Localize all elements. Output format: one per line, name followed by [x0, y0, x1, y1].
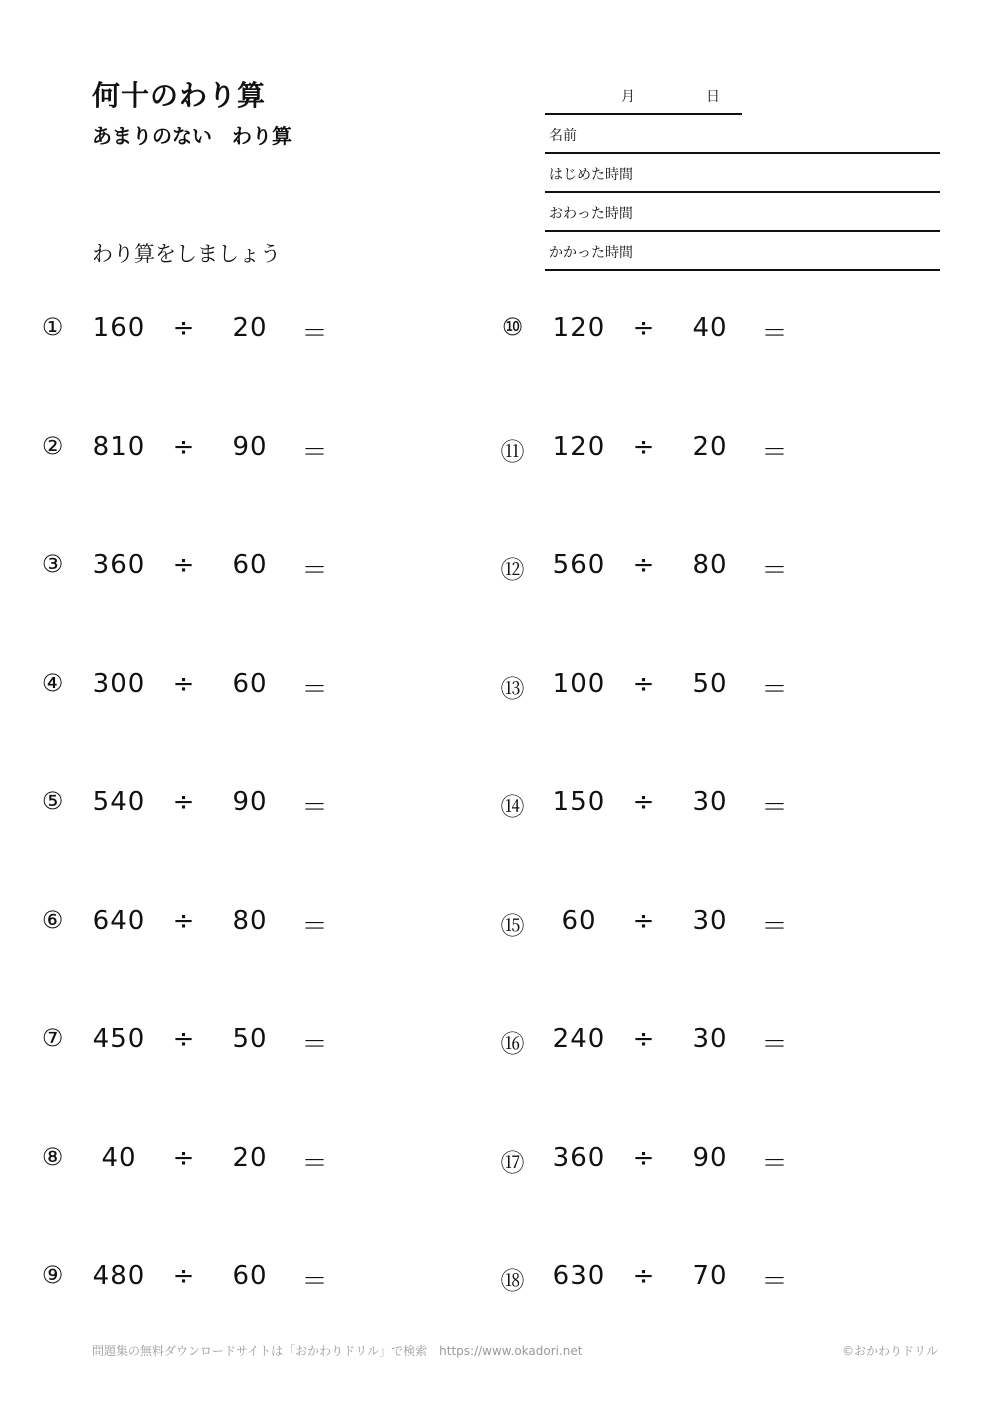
- divisor: 20: [232, 313, 268, 343]
- dividend: 640: [92, 905, 146, 936]
- equals-sign: ＝: [761, 1267, 789, 1297]
- divisor: 30: [692, 905, 728, 936]
- problem-row: [498, 1143, 828, 1183]
- division-sign: ÷: [632, 431, 656, 462]
- problem-number: ⑯: [500, 1030, 526, 1058]
- dividend: 450: [92, 1024, 146, 1054]
- dividend: 560: [552, 550, 606, 580]
- problem-row: [498, 787, 828, 827]
- date-row[interactable]: [545, 80, 742, 115]
- dividend: 120: [552, 431, 606, 462]
- division-sign: ÷: [172, 313, 196, 343]
- divisor: 70: [692, 1261, 728, 1291]
- divisor: 60: [232, 1261, 268, 1291]
- problem-number: ⑰: [500, 1148, 526, 1177]
- problem-number: ②: [41, 431, 65, 460]
- divisor: 30: [692, 1024, 728, 1054]
- problem-number: ⑦: [41, 1024, 65, 1052]
- divisor: 30: [692, 787, 728, 817]
- problem-number: ⑮: [500, 911, 526, 940]
- divisor: 80: [692, 550, 728, 580]
- problem-row: [38, 1261, 368, 1301]
- divisor: 60: [232, 550, 268, 580]
- start-time-field[interactable]: [545, 154, 940, 193]
- equals-sign: ＝: [301, 1267, 329, 1297]
- elapsed-time-label: かかった時間: [549, 245, 633, 261]
- problem-row: [38, 906, 368, 946]
- division-sign: ÷: [632, 668, 656, 699]
- problem-number: ⑨: [41, 1261, 65, 1289]
- division-sign: ÷: [172, 668, 196, 699]
- problem-row: [38, 1143, 368, 1183]
- divisor: 90: [692, 1142, 728, 1173]
- equals-sign: ＝: [761, 437, 789, 468]
- problem-row: [38, 787, 368, 827]
- problem-number: ⑪: [500, 437, 526, 466]
- dividend: 120: [552, 313, 606, 343]
- problem-row: [38, 432, 368, 472]
- problem-row: [498, 669, 828, 709]
- footer-site-text: 問題集の無料ダウンロードサイトは「おかわりドリル」で検索 https://www.okadori.net: [92, 1344, 583, 1358]
- problem-row: [38, 313, 368, 353]
- division-sign: ÷: [172, 431, 196, 462]
- dividend: 40: [101, 1142, 137, 1173]
- dividend: 480: [92, 1261, 146, 1291]
- problem-number: ⑧: [41, 1142, 65, 1171]
- division-sign: ÷: [632, 1024, 656, 1054]
- end-time-field[interactable]: [545, 193, 940, 232]
- page-title: 何十のわり算: [92, 79, 267, 112]
- equals-sign: ＝: [761, 793, 789, 823]
- dividend: 100: [552, 668, 606, 699]
- dividend: 240: [552, 1024, 606, 1054]
- start-time-label: はじめた時間: [549, 167, 633, 183]
- division-sign: ÷: [632, 1142, 656, 1173]
- divisor: 20: [232, 1142, 268, 1173]
- divisor: 90: [232, 431, 268, 462]
- divisor: 20: [692, 431, 728, 462]
- footer-copyright: ©おかわりドリル: [841, 1344, 938, 1358]
- dividend: 540: [92, 787, 146, 817]
- elapsed-time-field[interactable]: [545, 232, 940, 271]
- dividend: 360: [552, 1142, 606, 1173]
- equals-sign: ＝: [301, 911, 329, 942]
- problem-number: ⑥: [41, 905, 65, 934]
- equals-sign: ＝: [301, 1030, 329, 1060]
- equals-sign: ＝: [761, 674, 789, 705]
- division-sign: ÷: [632, 1261, 656, 1291]
- day-label: 日: [706, 89, 720, 105]
- division-sign: ÷: [172, 905, 196, 936]
- dividend: 160: [92, 313, 146, 343]
- division-sign: ÷: [172, 550, 196, 580]
- end-time-label: おわった時間: [549, 206, 633, 222]
- equals-sign: ＝: [761, 556, 789, 586]
- division-sign: ÷: [632, 905, 656, 936]
- divisor: 60: [232, 668, 268, 699]
- equals-sign: ＝: [761, 1030, 789, 1060]
- student-info-box: [545, 80, 940, 271]
- division-sign: ÷: [632, 550, 656, 580]
- problem-row: [38, 550, 368, 590]
- problem-number: ⑤: [41, 787, 65, 815]
- dividend: 630: [552, 1261, 606, 1291]
- problem-number: ⑱: [500, 1267, 526, 1295]
- dividend: 300: [92, 668, 146, 699]
- dividend: 360: [92, 550, 146, 580]
- problem-number: ④: [41, 668, 65, 697]
- divisor: 90: [232, 787, 268, 817]
- problem-number: ⑭: [500, 793, 526, 821]
- problem-row: [498, 906, 828, 946]
- divisor: 40: [692, 313, 728, 343]
- problem-number: ③: [41, 550, 65, 578]
- division-sign: ÷: [632, 787, 656, 817]
- divisor: 50: [692, 668, 728, 699]
- division-sign: ÷: [172, 1261, 196, 1291]
- equals-sign: ＝: [301, 793, 329, 823]
- equals-sign: ＝: [301, 1148, 329, 1179]
- division-sign: ÷: [172, 1024, 196, 1054]
- problem-row: [498, 432, 828, 472]
- problem-row: [498, 313, 828, 353]
- division-sign: ÷: [172, 1142, 196, 1173]
- problem-row: [498, 1024, 828, 1064]
- problem-row: [498, 550, 828, 590]
- problem-number: ⑩: [501, 313, 525, 341]
- dividend: 150: [552, 787, 606, 817]
- name-field[interactable]: [545, 115, 940, 154]
- instruction-text: わり算をしましょう: [92, 242, 281, 266]
- division-sign: ÷: [172, 787, 196, 817]
- divisor: 80: [232, 905, 268, 936]
- dividend: 60: [561, 905, 597, 936]
- problem-number: ①: [41, 313, 65, 341]
- equals-sign: ＝: [301, 556, 329, 586]
- problem-number: ⑫: [500, 556, 526, 584]
- equals-sign: ＝: [761, 319, 789, 349]
- problem-row: [498, 1261, 828, 1301]
- equals-sign: ＝: [761, 911, 789, 942]
- month-label: 月: [621, 89, 635, 105]
- problem-row: [38, 669, 368, 709]
- divisor: 50: [232, 1024, 268, 1054]
- equals-sign: ＝: [761, 1148, 789, 1179]
- name-label: 名前: [549, 128, 577, 144]
- equals-sign: ＝: [301, 319, 329, 349]
- page-subtitle: あまりのない わり算: [92, 124, 292, 148]
- division-sign: ÷: [632, 313, 656, 343]
- equals-sign: ＝: [301, 437, 329, 468]
- problem-row: [38, 1024, 368, 1064]
- equals-sign: ＝: [301, 674, 329, 705]
- problem-number: ⑬: [500, 674, 526, 703]
- dividend: 810: [92, 431, 146, 462]
